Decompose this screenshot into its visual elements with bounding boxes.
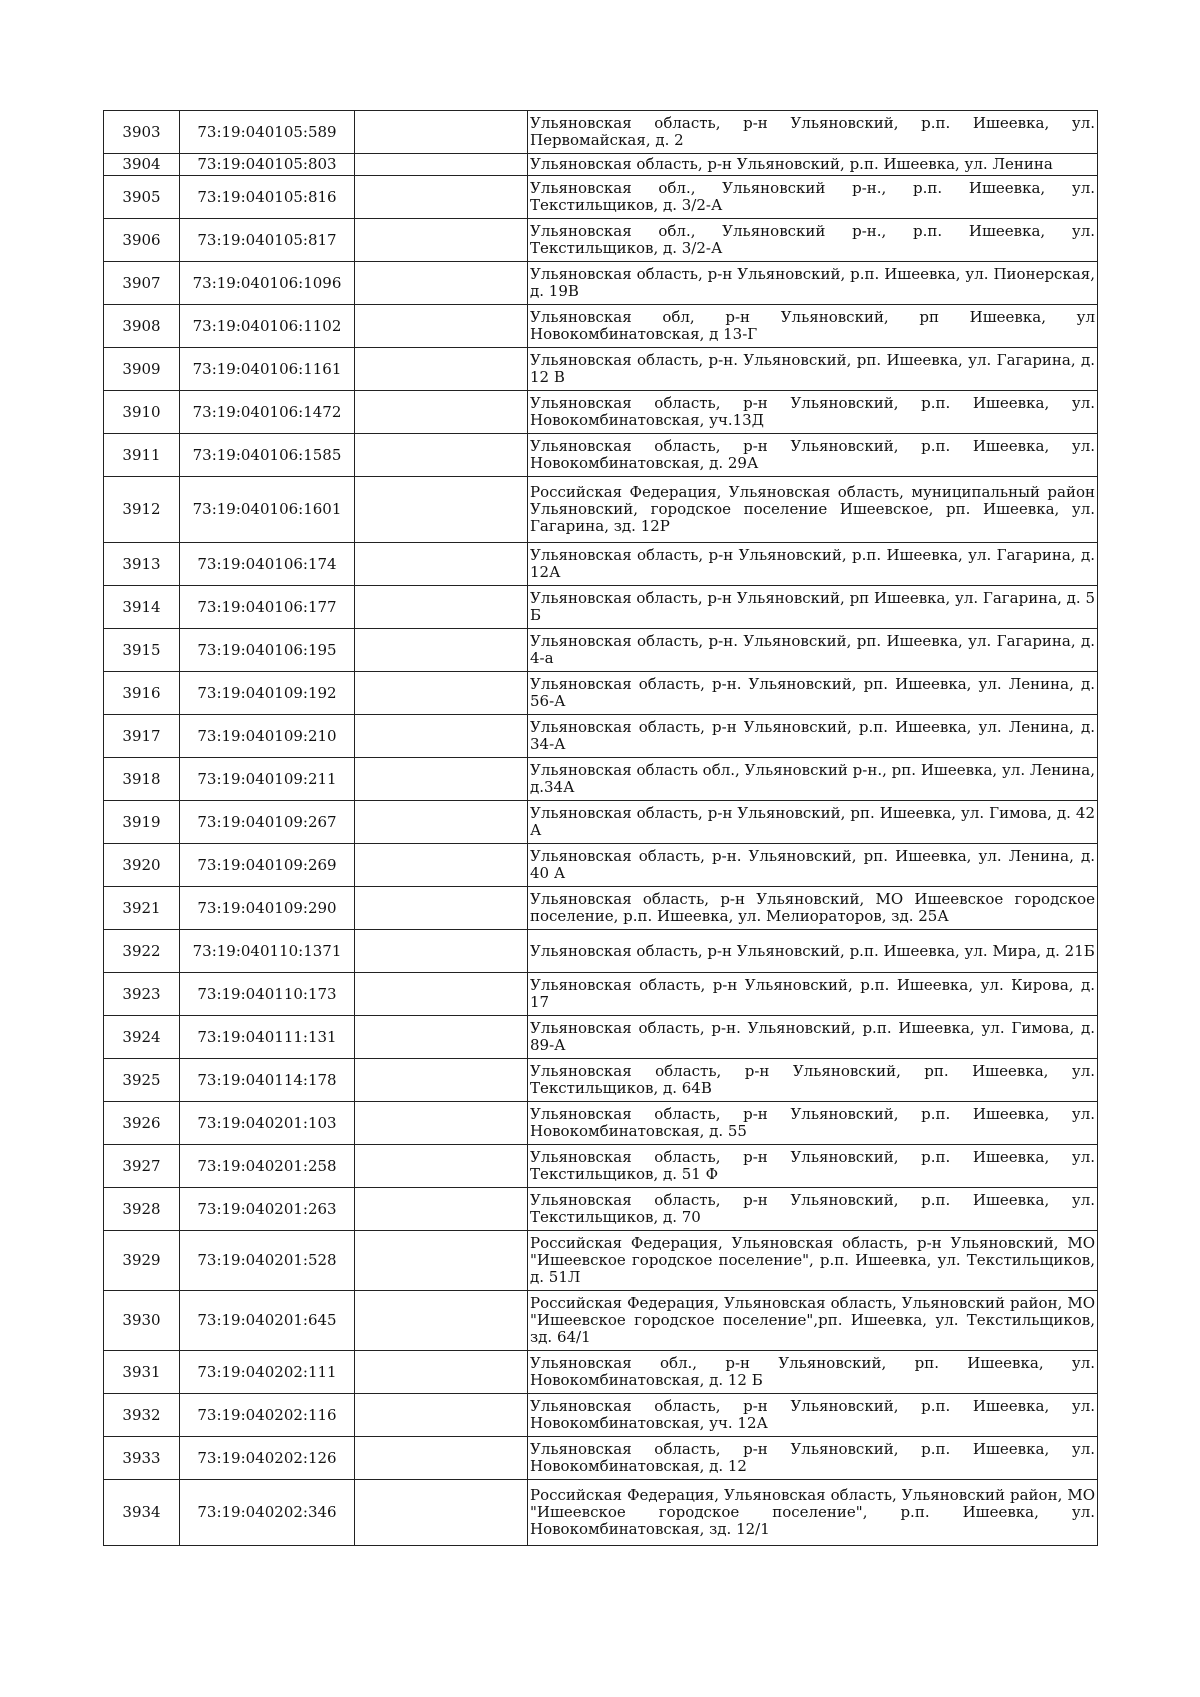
empty-cell	[355, 672, 528, 715]
row-number: 3925	[104, 1059, 180, 1102]
address-cell: Ульяновская область, р-н Ульяновский, р.п. Ишеевка, ул. Ленина	[528, 154, 1098, 176]
row-number: 3928	[104, 1188, 180, 1231]
table-row	[104, 434, 1098, 477]
empty-cell	[355, 1394, 528, 1437]
address-cell: Ульяновская обл., р-н Ульяновский, рп. Ишеевка, ул. Новокомбинатовская, д. 12 Б	[528, 1351, 1098, 1394]
empty-cell	[355, 1231, 528, 1291]
empty-cell	[355, 154, 528, 176]
row-number: 3918	[104, 758, 180, 801]
table-row	[104, 348, 1098, 391]
table-row	[104, 930, 1098, 973]
cadastral-number: 73:19:040202:116	[180, 1394, 355, 1437]
row-number: 3924	[104, 1016, 180, 1059]
empty-cell	[355, 801, 528, 844]
address-cell: Ульяновская область, р-н. Ульяновский, рп. Ишеевка, ул. Ленина, д. 40 А	[528, 844, 1098, 887]
cadastral-number: 73:19:040109:210	[180, 715, 355, 758]
table-row	[104, 1145, 1098, 1188]
cadastral-number: 73:19:040202:346	[180, 1480, 355, 1546]
table-row	[104, 672, 1098, 715]
empty-cell	[355, 262, 528, 305]
row-number: 3908	[104, 305, 180, 348]
cadastral-number: 73:19:040105:816	[180, 176, 355, 219]
address-cell: Ульяновская область, р-н Ульяновский, р.п. Ишеевка, ул. Пионерская, д. 19В	[528, 262, 1098, 305]
empty-cell	[355, 348, 528, 391]
address-cell: Российская Федерация, Ульяновская область, Ульяновский район, МО "Ишеевское городское поселение", р.п. Ишеевка, ул. Новокомбинатовская, зд. 12/1	[528, 1480, 1098, 1546]
empty-cell	[355, 1102, 528, 1145]
address-cell: Ульяновская область, р-н Ульяновский, р.п. Ишеевка, ул. Текстильщиков, д. 51 Ф	[528, 1145, 1098, 1188]
table-row	[104, 154, 1098, 176]
table-row	[104, 477, 1098, 543]
empty-cell	[355, 1059, 528, 1102]
table-row	[104, 973, 1098, 1016]
empty-cell	[355, 1480, 528, 1546]
table-row	[104, 1291, 1098, 1351]
table-row	[104, 887, 1098, 930]
row-number: 3920	[104, 844, 180, 887]
empty-cell	[355, 543, 528, 586]
table-row	[104, 758, 1098, 801]
table-row	[104, 543, 1098, 586]
table-row	[104, 801, 1098, 844]
row-number: 3927	[104, 1145, 180, 1188]
address-cell: Российская Федерация, Ульяновская область, р-н Ульяновский, МО "Ишеевское городское поселение", р.п. Ишеевка, ул. Текстильщиков, д. 51Л	[528, 1231, 1098, 1291]
address-cell: Ульяновская область, р-н Ульяновский, р.п. Ишеевка, ул. Новокомбинатовская, д. 29А	[528, 434, 1098, 477]
row-number: 3910	[104, 391, 180, 434]
address-cell: Ульяновская обл., Ульяновский р-н., р.п. Ишеевка, ул. Текстильщиков, д. 3/2-А	[528, 219, 1098, 262]
row-number: 3906	[104, 219, 180, 262]
table-row	[104, 219, 1098, 262]
row-number: 3914	[104, 586, 180, 629]
empty-cell	[355, 973, 528, 1016]
empty-cell	[355, 1437, 528, 1480]
table-row	[104, 844, 1098, 887]
address-cell: Ульяновская область, р-н Ульяновский, р.п. Ишеевка, ул. Новокомбинатовская, д. 12	[528, 1437, 1098, 1480]
cadastral-number: 73:19:040106:1102	[180, 305, 355, 348]
address-cell: Ульяновская область, р-н. Ульяновский, рп. Ишеевка, ул. Гагарина, д. 4-а	[528, 629, 1098, 672]
address-cell: Ульяновская область, р-н Ульяновский, р.п. Ишеевка, ул. Первомайская, д. 2	[528, 111, 1098, 154]
row-number: 3919	[104, 801, 180, 844]
row-number: 3934	[104, 1480, 180, 1546]
address-cell: Ульяновская область, р-н Ульяновский, рп. Ишеевка, ул. Гимова, д. 42 А	[528, 801, 1098, 844]
row-number: 3933	[104, 1437, 180, 1480]
row-number: 3917	[104, 715, 180, 758]
empty-cell	[355, 629, 528, 672]
cadastral-number: 73:19:040202:111	[180, 1351, 355, 1394]
address-cell: Российская Федерация, Ульяновская область, Ульяновский район, МО "Ишеевское городское поселение",рп. Ишеевка, ул. Текстильщиков, зд. 64/1	[528, 1291, 1098, 1351]
address-cell: Ульяновская область, р-н Ульяновский, рп. Ишеевка, ул. Текстильщиков, д. 64В	[528, 1059, 1098, 1102]
registry-table	[103, 110, 1098, 1546]
row-number: 3932	[104, 1394, 180, 1437]
cadastral-number: 73:19:040111:131	[180, 1016, 355, 1059]
row-number: 3923	[104, 973, 180, 1016]
address-cell: Ульяновская область, р-н. Ульяновский, рп. Ишеевка, ул. Гагарина, д. 12 В	[528, 348, 1098, 391]
table-row	[104, 1437, 1098, 1480]
cadastral-number: 73:19:040202:126	[180, 1437, 355, 1480]
cadastral-number: 73:19:040106:1601	[180, 477, 355, 543]
table-row	[104, 1351, 1098, 1394]
address-cell: Ульяновская область, р-н Ульяновский, МО Ишеевское городское поселение, р.п. Ишеевка, ул. Мелиораторов, зд. 25А	[528, 887, 1098, 930]
table-row	[104, 1231, 1098, 1291]
row-number: 3915	[104, 629, 180, 672]
address-cell: Ульяновская область, р-н Ульяновский, р.п. Ишеевка, ул. Кирова, д. 17	[528, 973, 1098, 1016]
cadastral-number: 73:19:040106:195	[180, 629, 355, 672]
row-number: 3921	[104, 887, 180, 930]
cadastral-number: 73:19:040110:173	[180, 973, 355, 1016]
cadastral-number: 73:19:040105:817	[180, 219, 355, 262]
row-number: 3922	[104, 930, 180, 973]
address-cell: Ульяновская обл, р-н Ульяновский, рп Ишеевка, ул Новокомбинатовская, д 13-Г	[528, 305, 1098, 348]
cadastral-number: 73:19:040106:1585	[180, 434, 355, 477]
table-row	[104, 629, 1098, 672]
address-cell: Ульяновская область, р-н Ульяновский, р.п. Ишеевка, ул. Новокомбинатовская, д. 55	[528, 1102, 1098, 1145]
cadastral-number: 73:19:040109:267	[180, 801, 355, 844]
row-number: 3930	[104, 1291, 180, 1351]
cadastral-number: 73:19:040109:211	[180, 758, 355, 801]
address-cell: Ульяновская область, р-н Ульяновский, р.п. Ишеевка, ул. Гагарина, д. 12А	[528, 543, 1098, 586]
cadastral-number: 73:19:040109:269	[180, 844, 355, 887]
address-cell: Ульяновская область, р-н Ульяновский, р.п. Ишеевка, ул. Ленина, д. 34-А	[528, 715, 1098, 758]
row-number: 3907	[104, 262, 180, 305]
row-number: 3926	[104, 1102, 180, 1145]
row-number: 3905	[104, 176, 180, 219]
cadastral-number: 73:19:040109:192	[180, 672, 355, 715]
cadastral-number: 73:19:040201:528	[180, 1231, 355, 1291]
cadastral-number: 73:19:040106:1096	[180, 262, 355, 305]
table-row	[104, 1480, 1098, 1546]
empty-cell	[355, 391, 528, 434]
empty-cell	[355, 1351, 528, 1394]
empty-cell	[355, 1145, 528, 1188]
address-cell: Ульяновская область, р-н Ульяновский, р.п. Ишеевка, ул. Новокомбинатовская, уч. 12А	[528, 1394, 1098, 1437]
row-number: 3931	[104, 1351, 180, 1394]
cadastral-number: 73:19:040201:258	[180, 1145, 355, 1188]
empty-cell	[355, 715, 528, 758]
table-row	[104, 586, 1098, 629]
cadastral-number: 73:19:040201:645	[180, 1291, 355, 1351]
empty-cell	[355, 1016, 528, 1059]
table-row	[104, 176, 1098, 219]
empty-cell	[355, 219, 528, 262]
table-row	[104, 111, 1098, 154]
row-number: 3904	[104, 154, 180, 176]
empty-cell	[355, 887, 528, 930]
row-number: 3911	[104, 434, 180, 477]
cadastral-number: 73:19:040201:103	[180, 1102, 355, 1145]
address-cell: Ульяновская область, р-н. Ульяновский, рп. Ишеевка, ул. Ленина, д. 56-А	[528, 672, 1098, 715]
table-row	[104, 715, 1098, 758]
cadastral-number: 73:19:040106:174	[180, 543, 355, 586]
empty-cell	[355, 1291, 528, 1351]
table-row	[104, 1188, 1098, 1231]
address-cell: Ульяновская обл., Ульяновский р-н., р.п. Ишеевка, ул. Текстильщиков, д. 3/2-А	[528, 176, 1098, 219]
table-row	[104, 262, 1098, 305]
cadastral-number: 73:19:040201:263	[180, 1188, 355, 1231]
row-number: 3913	[104, 543, 180, 586]
cadastral-number: 73:19:040106:1472	[180, 391, 355, 434]
row-number: 3909	[104, 348, 180, 391]
cadastral-number: 73:19:040106:177	[180, 586, 355, 629]
cadastral-number: 73:19:040106:1161	[180, 348, 355, 391]
row-number: 3916	[104, 672, 180, 715]
address-cell: Ульяновская область, р-н Ульяновский, рп Ишеевка, ул. Гагарина, д. 5 Б	[528, 586, 1098, 629]
table-row	[104, 1394, 1098, 1437]
cadastral-number: 73:19:040114:178	[180, 1059, 355, 1102]
empty-cell	[355, 434, 528, 477]
address-cell: Ульяновская область, р-н Ульяновский, р.п. Ишеевка, ул. Мира, д. 21Б	[528, 930, 1098, 973]
table-row	[104, 305, 1098, 348]
cadastral-number: 73:19:040110:1371	[180, 930, 355, 973]
empty-cell	[355, 477, 528, 543]
address-cell: Ульяновская область обл., Ульяновский р-н., рп. Ишеевка, ул. Ленина, д.34А	[528, 758, 1098, 801]
address-cell: Ульяновская область, р-н Ульяновский, р.п. Ишеевка, ул. Текстильщиков, д. 70	[528, 1188, 1098, 1231]
empty-cell	[355, 844, 528, 887]
empty-cell	[355, 176, 528, 219]
address-cell: Ульяновская область, р-н. Ульяновский, р.п. Ишеевка, ул. Гимова, д. 89-А	[528, 1016, 1098, 1059]
empty-cell	[355, 586, 528, 629]
table-row	[104, 1016, 1098, 1059]
row-number: 3903	[104, 111, 180, 154]
empty-cell	[355, 758, 528, 801]
table-row	[104, 1102, 1098, 1145]
cadastral-number: 73:19:040105:589	[180, 111, 355, 154]
row-number: 3929	[104, 1231, 180, 1291]
empty-cell	[355, 1188, 528, 1231]
cadastral-number: 73:19:040109:290	[180, 887, 355, 930]
empty-cell	[355, 111, 528, 154]
cadastral-number: 73:19:040105:803	[180, 154, 355, 176]
table-row	[104, 1059, 1098, 1102]
table-row	[104, 391, 1098, 434]
empty-cell	[355, 305, 528, 348]
empty-cell	[355, 930, 528, 973]
address-cell: Российская Федерация, Ульяновская область, муниципальный район Ульяновский, городское поселение Ишеевское, рп. Ишеевка, ул. Гагарина, зд. 12Р	[528, 477, 1098, 543]
row-number: 3912	[104, 477, 180, 543]
address-cell: Ульяновская область, р-н Ульяновский, р.п. Ишеевка, ул. Новокомбинатовская, уч.13Д	[528, 391, 1098, 434]
